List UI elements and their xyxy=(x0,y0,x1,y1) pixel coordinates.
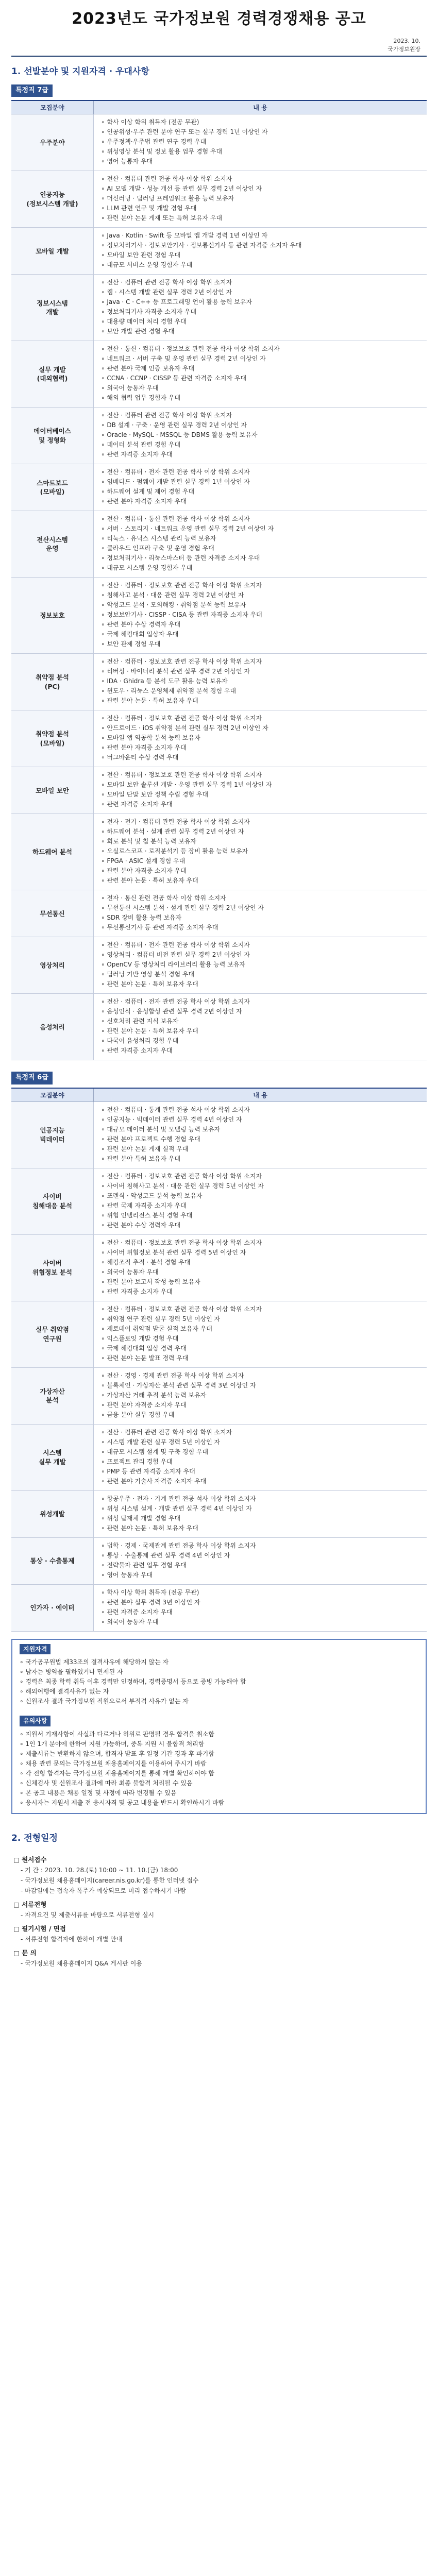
job-requirements xyxy=(94,464,427,511)
requirement-line: ∘ PMP 등 관련 자격증 소지자 우대 xyxy=(101,1467,195,1475)
job-field-name: 모바일 개발 xyxy=(11,228,94,274)
requirement-line: ∘ 대규모 데이터 분석 및 모델링 능력 보유자 xyxy=(101,1125,221,1133)
requirement-line: ∘ 항공우주 · 전자 · 기계 관련 전공 석사 이상 학위 소지자 xyxy=(101,1495,256,1502)
requirement-line: ∘ 사이버 위협정보 분석 관련 실무 경력 5년 이상인 자 xyxy=(101,1248,246,1256)
requirement-line: ∘ 머신러닝 · 딥러닝 프레임워크 활용 능력 보유자 xyxy=(101,195,234,202)
caution-item: ∘ 채용 관련 문의는 국가정보원 채용홈페이지를 이용하여 주시기 바람 xyxy=(20,1759,207,1767)
caution-list xyxy=(20,1730,418,1808)
eligibility-item: ∘ 경력은 최종 학력 취득 이후 경력만 인정하며, 경력증명서 등으로 증빙 가능해야 함 xyxy=(20,1678,246,1686)
requirement-line: ∘ 신호처리 관련 지식 보유자 xyxy=(101,1018,179,1025)
requirement-line: ∘ 국제 해킹대회 입상자 우대 xyxy=(101,631,179,638)
notice-date: 2023. 10. xyxy=(393,38,420,44)
job-row xyxy=(11,511,427,578)
requirement-line: ∘ 딥러닝 기반 영상 분석 경험 우대 xyxy=(101,971,195,978)
requirement-line: ∘ 외국어 능통자 우대 xyxy=(101,1618,159,1625)
requirement-line: ∘ 국제 해킹대회 입상 경력 우대 xyxy=(101,1344,187,1352)
job-row xyxy=(11,1425,427,1491)
job-field-name: 취약점 분석 (모바일) xyxy=(11,710,94,767)
schedule-list xyxy=(0,1854,438,1969)
job-requirements xyxy=(94,1301,427,1367)
requirement-line: ∘ 관련 자격증 소지자 우대 xyxy=(101,1287,173,1295)
job-field-name: 무선통신 xyxy=(11,890,94,937)
eligibility-item: ∘ 신원조사 결과 국가정보원 직원으로서 부적격 사유가 없는 자 xyxy=(20,1698,189,1705)
job-row xyxy=(11,228,427,275)
job-row xyxy=(11,654,427,710)
job-field-name: 인가자 · 에이터 xyxy=(11,1585,94,1631)
job-table-group-1 xyxy=(11,100,427,1060)
requirement-line: ∘ 관련 분야 논문 발표 경력 우대 xyxy=(101,1354,189,1362)
requirement-line: ∘ 전산 · 컴퓨터 · 전자 관련 전공 학사 이상 학위 소지자 xyxy=(101,468,250,476)
job-requirements xyxy=(94,1168,427,1234)
schedule-item-title: □ 원서접수 xyxy=(13,1856,47,1864)
requirement-line: ∘ 악성코드 분석 · 모의해킹 · 취약점 분석 능력 보유자 xyxy=(101,601,246,609)
job-row xyxy=(11,814,427,890)
requirement-line: ∘ 모바일 보안 관련 경험 우대 xyxy=(101,251,181,259)
requirement-line: ∘ 전산 · 컴퓨터 · 정보보호 관련 전공 학사 이상 학위 소지자 xyxy=(101,658,262,666)
requirement-line: ∘ 관련 분야 실무 경력 3년 이상인 자 xyxy=(101,1598,200,1606)
requirement-line: ∘ 시스템 개발 관련 실무 경력 5년 이상인 자 xyxy=(101,1438,221,1446)
schedule-item-detail: - 기 간 : 2023. 10. 28.(토) 10:00 ~ 11. 10.(금) 18:00 xyxy=(21,1867,178,1874)
requirement-line: ∘ 관련 분야 논문 · 특허 보유자 우대 xyxy=(101,1027,198,1035)
job-field-name: 음성처리 xyxy=(11,994,94,1060)
eligibility-item: ∘ 국가공무원법 제33조의 결격사유에 해당하지 않는 자 xyxy=(20,1658,169,1666)
requirement-line: ∘ 관련 분야 보고서 작성 능력 보유자 xyxy=(101,1278,200,1285)
caution-item: ∘ 각 전형 합격자는 국가정보원 채용홈페이지를 통해 개별 확인하여야 함 xyxy=(20,1769,215,1777)
schedule-item-detail: - 마감일에는 접속자 폭주가 예상되므로 미리 접수하시기 바람 xyxy=(21,1887,186,1895)
schedule-item-detail: - 서류전형 합격자에 한하여 개별 안내 xyxy=(21,1936,123,1943)
caution-item: ∘ 응시자는 지원서 제출 전 응시자격 및 공고 내용을 반드시 확인하시기 바람 xyxy=(20,1799,225,1806)
header-divider xyxy=(11,56,427,57)
requirement-line: ∘ 전산 · 컴퓨터 · 정보보호 관련 전공 학사 이상 학위 소지자 xyxy=(101,1239,262,1246)
schedule-item-title: □ 문 의 xyxy=(13,1949,37,1957)
requirement-line: ∘ 관련 분야 수상 경력자 우대 xyxy=(101,1221,181,1229)
requirement-line: ∘ 관련 분야 자격증 소지자 우대 xyxy=(101,1401,187,1409)
requirement-line: ∘ 전산 · 경영 · 경제 관련 전공 학사 이상 학위 소지자 xyxy=(101,1371,244,1379)
requirement-line: ∘ 관련 분야 논문 게재 또는 특허 보유자 우대 xyxy=(101,214,223,222)
job-requirements xyxy=(94,1102,427,1168)
requirement-line: ∘ 전산 · 컴퓨터 · 통신 관련 전공 학사 이상 학위 소지자 xyxy=(101,515,250,523)
caution-block xyxy=(12,1711,426,1813)
job-row xyxy=(11,1538,427,1585)
job-requirements xyxy=(94,408,427,464)
schedule-item-title: □ 필기시험 / 면접 xyxy=(13,1925,66,1933)
schedule-item xyxy=(11,1854,427,1896)
requirement-line: ∘ 전산 · 컴퓨터 · 전자 관련 전공 학사 이상 학위 소지자 xyxy=(101,941,250,949)
job-table-group-2 xyxy=(11,1088,427,1632)
job-row xyxy=(11,710,427,767)
job-field-name: 사이버 침해대응 분석 xyxy=(11,1168,94,1234)
requirement-line: ∘ 금융 분야 실무 경험 우대 xyxy=(101,1411,175,1418)
requirement-line: ∘ 외국어 능통자 우대 xyxy=(101,1268,159,1276)
job-field-name: 정보시스템 개발 xyxy=(11,275,94,341)
header-meta xyxy=(388,37,420,54)
requirement-line: ∘ 외국어 능통자 우대 xyxy=(101,384,159,392)
requirement-line: ∘ Oracle · MySQL · MSSQL 등 DBMS 활용 능력 보유자 xyxy=(101,431,258,439)
job-row xyxy=(11,1368,427,1425)
requirement-line: ∘ Java · Kotlin · Swift 등 모바일 앱 개발 경력 1년 이상인 자 xyxy=(101,232,268,240)
requirement-line: ∘ 관련 분야 논문 · 특허 보유자 우대 xyxy=(101,877,198,885)
requirement-line: ∘ 모바일 보안 솔루션 개발 · 운영 관련 실무 경력 1년 이상인 자 xyxy=(101,781,272,789)
requirement-line: ∘ DB 설계 · 구축 · 운영 관련 실무 경력 2년 이상인 자 xyxy=(101,421,247,429)
job-row xyxy=(11,937,427,994)
job-field-name: 하드웨어 분석 xyxy=(11,814,94,890)
requirement-line: ∘ 대규모 시스템 운영 경험자 우대 xyxy=(101,564,193,572)
requirement-line: ∘ 관련 자격증 소지자 우대 xyxy=(101,451,173,459)
requirement-line: ∘ 해외 협력 업무 경험자 우대 xyxy=(101,394,181,402)
job-requirements xyxy=(94,578,427,653)
requirement-line: ∘ 영상처리 · 컴퓨터 비전 관련 실무 경력 2년 이상인 자 xyxy=(101,951,250,959)
schedule-item xyxy=(11,1947,427,1969)
group-1 xyxy=(0,84,438,1060)
requirement-line: ∘ 윈도우 · 리눅스 운영체제 취약점 분석 경험 우대 xyxy=(101,687,237,695)
job-requirements xyxy=(94,814,427,890)
requirement-line: ∘ 전산 · 컴퓨터 · 전자 관련 전공 학사 이상 학위 소지자 xyxy=(101,998,250,1006)
requirement-line: ∘ 관련 분야 국제 인증 보유자 우대 xyxy=(101,365,195,372)
requirement-line: ∘ 전산 · 컴퓨터 · 정보보호 관련 전공 학사 이상 학위 소지자 xyxy=(101,771,262,779)
requirement-line: ∘ 정보처리기사 · 정보보안기사 · 정보통신기사 등 관련 자격증 소지자 우대 xyxy=(101,242,302,249)
job-requirements xyxy=(94,1235,427,1301)
job-row xyxy=(11,1102,427,1168)
section-2-title: 2. 전형일정 xyxy=(11,1833,58,1843)
requirement-line: ∘ SDR 장비 활용 능력 보유자 xyxy=(101,914,182,922)
requirement-line: ∘ 클라우드 인프라 구축 및 운영 경험 우대 xyxy=(101,545,214,552)
requirement-line: ∘ 회로 분석 및 칩 분석 능력 보유자 xyxy=(101,838,196,845)
job-row xyxy=(11,1235,427,1301)
requirement-line: ∘ 익스플로잇 개발 경험 우대 xyxy=(101,1334,179,1342)
job-row xyxy=(11,464,427,511)
job-field-name: 실무 취약점 연구원 xyxy=(11,1301,94,1367)
requirement-line: ∘ 취약점 연구 관련 실무 경력 5년 이상인 자 xyxy=(101,1315,221,1323)
job-requirements xyxy=(94,1491,427,1537)
requirement-line: ∘ 제로데이 취약점 발굴 실적 보유자 우대 xyxy=(101,1325,212,1332)
job-requirements xyxy=(94,511,427,577)
job-field-name: 인공지능 (정보시스템 개발) xyxy=(11,171,94,227)
requirement-line: ∘ 관련 자격증 소지자 우대 xyxy=(101,1047,173,1055)
requirement-line: ∘ 리눅스 · 유닉스 시스템 관리 능력 보유자 xyxy=(101,535,216,543)
requirement-line: ∘ 관련 분야 특허 보유자 우대 xyxy=(101,1155,181,1162)
job-row xyxy=(11,1168,427,1235)
job-field-name: 인공지능 빅데이터 xyxy=(11,1102,94,1168)
requirement-line: ∘ 정보처리기사 · 리눅스마스터 등 관련 자격증 소지자 우대 xyxy=(101,554,260,562)
requirement-line: ∘ 무선통신 시스템 분석 · 설계 관련 실무 경력 2년 이상인 자 xyxy=(101,904,264,912)
job-field-name: 영상처리 xyxy=(11,937,94,993)
job-field-name: 데이터베이스 및 정형화 xyxy=(11,408,94,464)
section-spacer xyxy=(0,1814,438,1828)
job-requirements xyxy=(94,341,427,407)
requirement-line: ∘ 관련 분야 기술사 자격증 소지자 우대 xyxy=(101,1477,207,1485)
requirement-line: ∘ 다국어 음성처리 경험 우대 xyxy=(101,1037,179,1045)
requirement-line: ∘ 임베디드 · 펌웨어 개발 관련 실무 경력 1년 이상인 자 xyxy=(101,478,250,486)
job-row xyxy=(11,408,427,464)
requirement-line: ∘ 대규모 서비스 운영 경험자 우대 xyxy=(101,261,193,269)
requirement-line: ∘ 관련 국제 자격증 소지자 우대 xyxy=(101,1201,187,1209)
requirement-line: ∘ 영어 능통자 우대 xyxy=(101,1571,153,1579)
requirement-line: ∘ 학사 이상 학위 취득자 (전공 무관) xyxy=(101,1588,199,1596)
requirement-line: ∘ 리버싱 · 바이너리 분석 관련 실무 경력 2년 이상인 자 xyxy=(101,668,250,675)
job-row xyxy=(11,994,427,1060)
section-1-title: 1. 선발분야 및 지원자격 · 우대사항 xyxy=(11,66,149,77)
requirement-line: ∘ 인공위성·우주 관련 분야 연구 또는 실무 경력 1년 이상인 자 xyxy=(101,128,268,136)
requirement-line: ∘ 프로젝트 관리 경험 우대 xyxy=(101,1458,173,1465)
requirement-line: ∘ 학사 이상 학위 취득자 (전공 무관) xyxy=(101,118,199,126)
job-field-name: 우주분야 xyxy=(11,114,94,171)
requirement-line: ∘ 관련 분야 논문 · 특허 보유자 우대 xyxy=(101,980,198,988)
requirement-line: ∘ 하드웨어 설계 및 제어 경험 우대 xyxy=(101,488,195,496)
job-requirements xyxy=(94,654,427,710)
requirement-line: ∘ 블록체인 · 가상자산 분석 관련 실무 경력 3년 이상인 자 xyxy=(101,1381,256,1389)
requirement-line: ∘ 무선통신기사 등 관련 자격증 소지자 우대 xyxy=(101,924,218,931)
caution-item: ∘ 지원서 기재사항이 사실과 다르거나 허위로 판명될 경우 합격을 취소함 xyxy=(20,1730,215,1738)
job-row xyxy=(11,1585,427,1632)
job-requirements xyxy=(94,890,427,937)
requirement-line: ∘ 해킹조직 추적 · 분석 경험 우대 xyxy=(101,1258,191,1266)
requirement-line: ∘ 정보처리기사 자격증 소지자 우대 xyxy=(101,308,197,316)
requirement-line: ∘ 가상자산 거래 추적 분석 능력 보유자 xyxy=(101,1391,207,1399)
notice-box xyxy=(11,1639,427,1814)
requirement-line: ∘ 보안 개발 관련 경험 우대 xyxy=(101,328,175,335)
requirement-line: ∘ 전산 · 컴퓨터 · 정보보호 관련 전공 학사 이상 학위 소지자 xyxy=(101,1172,262,1180)
job-requirements xyxy=(94,937,427,993)
requirement-line: ∘ 데이터 분석 관련 경험 우대 xyxy=(101,441,181,449)
requirement-line: ∘ 위협 인텔리전스 분석 경험 우대 xyxy=(101,1211,193,1219)
requirement-line: ∘ 전산 · 컴퓨터 관련 전공 학사 이상 학위 소지자 xyxy=(101,175,232,183)
job-row xyxy=(11,1301,427,1368)
requirement-line: ∘ 네트워크 · 서버 구축 및 운영 관련 실무 경력 2년 이상인 자 xyxy=(101,355,266,363)
job-row xyxy=(11,341,427,408)
requirement-line: ∘ 영어 능통자 우대 xyxy=(101,158,153,165)
col-header-content: 내 용 xyxy=(253,104,267,112)
job-field-name: 정보보호 xyxy=(11,578,94,653)
job-rows-group-1 xyxy=(11,114,427,1060)
schedule-item xyxy=(11,1899,427,1920)
requirement-line: ∘ 전산 · 컴퓨터 · 정보보호 관련 전공 학사 이상 학위 소지자 xyxy=(101,1305,262,1313)
job-field-name: 통상 · 수출통제 xyxy=(11,1538,94,1584)
requirement-line: ∘ LLM 관련 연구 및 개발 경험 우대 xyxy=(101,205,197,212)
requirement-line: ∘ 사이버 침해사고 분석 · 대응 관련 실무 경력 5년 이상인 자 xyxy=(101,1182,264,1190)
caution-item: ∘ 1인 1개 분야에 한하여 지원 가능하며, 중복 지원 시 불합격 처리함 xyxy=(20,1740,205,1748)
job-field-name: 시스템 실무 개발 xyxy=(11,1425,94,1490)
requirement-line: ∘ 관련 분야 자격증 소지자 우대 xyxy=(101,867,187,875)
requirement-line: ∘ 관련 분야 자격증 소지자 우대 xyxy=(101,498,187,505)
requirement-line: ∘ 위성영상 분석 및 정보 활용 업무 경험 우대 xyxy=(101,148,223,156)
requirement-line: ∘ 음성인식 · 음성합성 관련 실무 경력 2년 이상인 자 xyxy=(101,1008,242,1015)
requirement-line: ∘ 우주정책·우주법 관련 연구 경력 우대 xyxy=(101,138,207,146)
col-header-field: 모집분야 xyxy=(11,1089,94,1101)
job-row xyxy=(11,890,427,937)
schedule-item-detail: - 자격요건 및 제출서류를 바탕으로 서류전형 실시 xyxy=(21,1911,155,1919)
requirement-line: ∘ 관련 분야 논문 게재 실적 우대 xyxy=(101,1145,189,1153)
job-field-name: 위성개발 xyxy=(11,1491,94,1537)
group-2 xyxy=(0,1072,438,1631)
requirement-line: ∘ 모바일 앱 역공학 분석 능력 보유자 xyxy=(101,734,200,742)
requirement-line: ∘ 버그바운티 수상 경력 우대 xyxy=(101,754,179,761)
eligibility-item: ∘ 해외여행에 결격사유가 없는 자 xyxy=(20,1688,109,1696)
job-requirements xyxy=(94,1425,427,1490)
requirement-line: ∘ 관련 분야 논문 · 특허 보유자 우대 xyxy=(101,697,198,705)
requirement-line: ∘ 전산 · 컴퓨터 관련 전공 학사 이상 학위 소지자 xyxy=(101,412,232,419)
requirement-line: ∘ 모바일 단말 보안 정책 수립 경험 우대 xyxy=(101,791,209,799)
job-row xyxy=(11,578,427,654)
job-row xyxy=(11,767,427,814)
notice-issuer: 국가정보원장 xyxy=(388,45,420,53)
job-row xyxy=(11,114,427,171)
group-2-label: 특정직 6급 xyxy=(11,1072,53,1084)
job-field-name: 스마트보드 (모바일) xyxy=(11,464,94,511)
page-header xyxy=(0,0,438,62)
requirement-line: ∘ 관련 분야 논문 · 특허 보유자 우대 xyxy=(101,1524,198,1532)
requirement-line: ∘ CCNA · CCNP · CISSP 등 관련 자격증 소지자 우대 xyxy=(101,375,247,382)
requirement-line: ∘ 전산 · 컴퓨터 · 정보보호 관련 전공 학사 이상 학위 소지자 xyxy=(101,582,262,589)
schedule-item-title: □ 서류전형 xyxy=(13,1901,47,1909)
job-field-name: 취약점 분석 (PC) xyxy=(11,654,94,710)
requirement-line: ∘ 법학 · 경제 · 국제관계 관련 전공 학사 이상 학위 소지자 xyxy=(101,1541,256,1549)
requirement-line: ∘ 포렌식 · 악성코드 분석 능력 보유자 xyxy=(101,1192,203,1199)
requirement-line: ∘ OpenCV 등 영상처리 라이브러리 활용 능력 보유자 xyxy=(101,961,245,969)
requirement-line: ∘ 전산 · 컴퓨터 · 정보보호 관련 전공 학사 이상 학위 소지자 xyxy=(101,715,262,722)
job-requirements xyxy=(94,1368,427,1424)
schedule-item-detail: - 국가정보원 채용홈페이지(career.nis.go.kr)를 통한 인터넷 접수 xyxy=(21,1877,199,1885)
job-requirements xyxy=(94,171,427,227)
requirement-line: ∘ FPGA · ASIC 설계 경험 우대 xyxy=(101,857,186,865)
requirement-line: ∘ 하드웨어 분석 · 설계 관련 실무 경력 2년 이상인 자 xyxy=(101,828,244,836)
col-header-content: 내 용 xyxy=(253,1091,267,1099)
job-field-name: 가상자산 분석 xyxy=(11,1368,94,1424)
requirement-line: ∘ 대용량 데이터 처리 경험 우대 xyxy=(101,318,187,326)
job-table-header xyxy=(11,101,427,114)
job-requirements xyxy=(94,114,427,171)
job-requirements xyxy=(94,1538,427,1584)
job-field-name: 사이버 위협정보 분석 xyxy=(11,1235,94,1301)
requirement-line: ∘ 전산 · 컴퓨터 관련 전공 학사 이상 학위 소지자 xyxy=(101,1428,232,1436)
caution-item: ∘ 본 공고 내용은 채용 일정 및 사정에 따라 변경될 수 있음 xyxy=(20,1789,177,1797)
requirement-line: ∘ 관련 자격증 소지자 우대 xyxy=(101,1608,173,1616)
eligibility-block xyxy=(12,1640,426,1712)
requirement-line: ∘ 오실로스코프 · 로직분석기 등 장비 활용 능력 보유자 xyxy=(101,848,248,855)
job-row xyxy=(11,275,427,341)
job-field-name: 전산시스템 운영 xyxy=(11,511,94,577)
caution-item: ∘ 신체검사 및 신원조사 결과에 따라 최종 불합격 처리될 수 있음 xyxy=(20,1779,193,1787)
eligibility-item: ∘ 남자는 병역을 필하였거나 면제된 자 xyxy=(20,1668,123,1676)
requirement-line: ∘ 인공지능 · 빅데이터 관련 실무 경력 4년 이상인 자 xyxy=(101,1115,242,1123)
requirement-line: ∘ 전산 · 컴퓨터 관련 전공 학사 이상 학위 소지자 xyxy=(101,279,232,286)
col-header-field: 모집분야 xyxy=(11,101,94,114)
job-requirements xyxy=(94,275,427,341)
requirement-line: ∘ IDA · Ghidra 등 분석 도구 활용 능력 보유자 xyxy=(101,677,228,685)
requirement-line: ∘ 전략물자 관련 업무 경험 우대 xyxy=(101,1561,187,1569)
schedule-item xyxy=(11,1923,427,1944)
requirement-line: ∘ 전산 · 컴퓨터 · 통계 관련 전공 석사 이상 학위 소지자 xyxy=(101,1106,250,1113)
requirement-line: ∘ 안드로이드 · iOS 취약점 분석 관련 실무 경력 2년 이상인 자 xyxy=(101,724,268,732)
requirement-line: ∘ 정보보안기사 · CISSP · CISA 등 관련 자격증 소지자 우대 xyxy=(101,611,262,619)
group-spacer xyxy=(0,1060,438,1072)
requirement-line: ∘ 통상 · 수출통제 관련 실무 경력 4년 이상인 자 xyxy=(101,1551,230,1559)
requirement-line: ∘ 침해사고 분석 · 대응 관련 실무 경력 2년 이상인 자 xyxy=(101,591,244,599)
requirement-line: ∘ 관련 분야 자격증 소지자 우대 xyxy=(101,744,187,752)
eligibility-label: 지원자격 xyxy=(20,1644,50,1655)
group-1-label: 특정직 7급 xyxy=(11,84,53,97)
job-field-name: 모바일 보안 xyxy=(11,767,94,814)
caution-label: 유의사항 xyxy=(20,1716,50,1726)
job-requirements xyxy=(94,767,427,814)
schedule-item-detail: - 국가정보원 채용홈페이지 Q&A 게시판 이용 xyxy=(21,1960,142,1968)
job-requirements xyxy=(94,710,427,767)
job-requirements xyxy=(94,228,427,274)
job-row xyxy=(11,171,427,228)
requirement-line: ∘ 대규모 시스템 설계 및 구축 경험 우대 xyxy=(101,1448,209,1455)
job-rows-group-2 xyxy=(11,1102,427,1632)
requirement-line: ∘ 관련 분야 프로젝트 수행 경험 우대 xyxy=(101,1135,200,1143)
job-field-name: 실무 개발 (대외협력) xyxy=(11,341,94,407)
job-requirements xyxy=(94,1585,427,1631)
job-table-header xyxy=(11,1089,427,1102)
eligibility-list xyxy=(20,1657,418,1706)
caution-item: ∘ 제출서류는 반환하지 않으며, 합격자 발표 후 일정 기간 경과 후 파기함 xyxy=(20,1750,214,1757)
requirement-line: ∘ 서버 · 스토리지 · 네트워크 운영 관련 실무 경력 2년 이상인 자 xyxy=(101,525,274,533)
requirement-line: ∘ 전자 · 통신 관련 전공 학사 이상 학위 소지자 xyxy=(101,894,226,902)
requirement-line: ∘ 웹 · 시스템 개발 관련 실무 경력 2년 이상인 자 xyxy=(101,289,232,296)
requirement-line: ∘ Java · C · C++ 등 프로그래밍 언어 활용 능력 보유자 xyxy=(101,298,252,306)
page-title: 2023년도 국가정보원 경력경쟁채용 공고 xyxy=(72,10,366,28)
requirement-line: ∘ 위성 탑재체 개발 경험 우대 xyxy=(101,1514,181,1522)
requirement-line: ∘ 위성 시스템 설계 · 개발 관련 실무 경력 4년 이상인 자 xyxy=(101,1504,252,1512)
requirement-line: ∘ AI 모델 개발 · 성능 개선 등 관련 실무 경력 2년 이상인 자 xyxy=(101,185,262,193)
requirement-line: ∘ 전산 · 통신 · 컴퓨터 · 정보보호 관련 전공 학사 이상 학위 소지자 xyxy=(101,345,280,353)
requirement-line: ∘ 전자 · 전기 · 컴퓨터 관련 전공 학사 이상 학위 소지자 xyxy=(101,818,250,826)
job-requirements xyxy=(94,994,427,1060)
requirement-line: ∘ 관련 자격증 소지자 우대 xyxy=(101,801,173,808)
job-row xyxy=(11,1491,427,1538)
requirement-line: ∘ 보안 관제 경험 우대 xyxy=(101,640,161,648)
requirement-line: ∘ 관련 분야 수상 경력자 우대 xyxy=(101,621,181,629)
